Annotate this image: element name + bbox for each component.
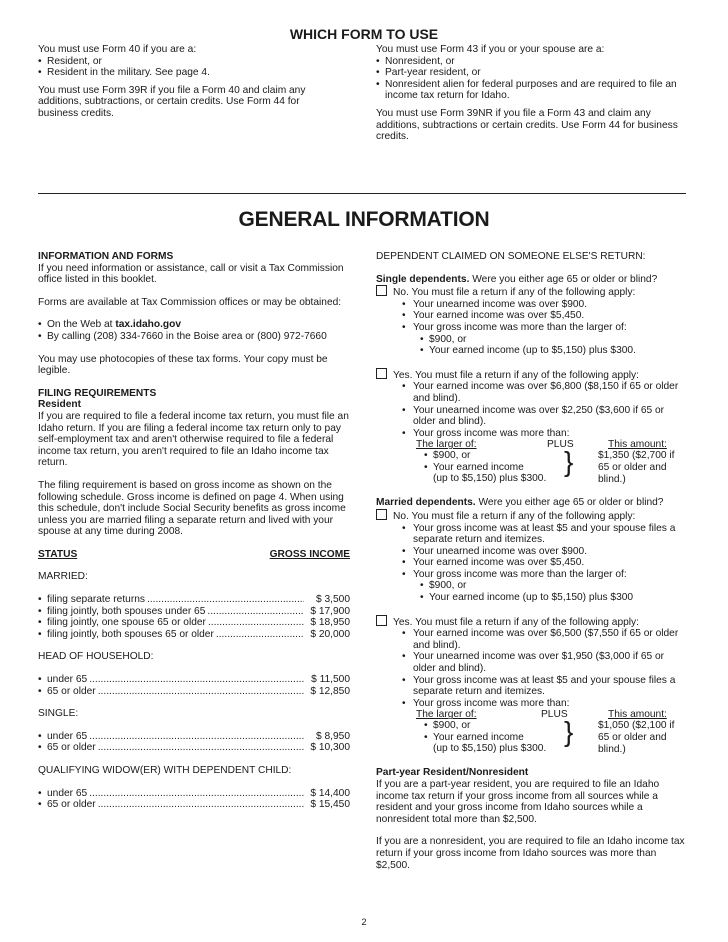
list-item: • Your earned income (up to $5,150) plus $300 xyxy=(420,592,688,604)
single-yes-checkbox[interactable] xyxy=(376,368,387,379)
list-item: • Part-year resident, or xyxy=(376,67,678,79)
single-rows xyxy=(38,731,350,754)
form40-list xyxy=(38,56,338,79)
hoh-label: HEAD OF HOUSEHOLD: xyxy=(38,651,154,663)
table-row: • filing separate returns ..... $ 3,500 xyxy=(38,594,350,606)
obtain-list xyxy=(38,319,350,342)
list-item: • Your earned income was over $6,500 ($7,550 if 65 or older and blind). xyxy=(402,628,688,651)
married-label: MARRIED: xyxy=(38,571,88,583)
list-item: • $900, or xyxy=(424,720,564,732)
plus-label: PLUS xyxy=(547,439,574,451)
list-item: • Your unearned income was over $2,250 ($3,600 if 65 or older and blind). xyxy=(402,405,688,428)
filing-req-heading: FILING REQUIREMENTS xyxy=(38,387,157,399)
form43-list xyxy=(376,56,678,102)
which-form-right-column xyxy=(376,44,678,143)
married-no-sublist xyxy=(420,580,688,603)
married-no-checkbox[interactable] xyxy=(376,509,387,520)
list-item: • Your unearned income was over $900. xyxy=(402,546,688,558)
this-amount-label: This amount: xyxy=(608,439,667,451)
table-row: • under 65 ..... $ 14,400 xyxy=(38,788,350,800)
qualifying-widow-label: QUALIFYING WIDOW(ER) WITH DEPENDENT CHILD: xyxy=(38,765,292,776)
hoh-rows xyxy=(38,674,350,697)
page-number: 2 xyxy=(361,917,367,927)
list-item: • Your gross income was more than the larger of: xyxy=(402,322,688,334)
list-item: • Your gross income was more than the larger of: xyxy=(402,569,688,581)
list-item: • Your unearned income was over $900. xyxy=(402,299,688,311)
section-divider xyxy=(38,193,686,194)
list-item: • Your earned income was over $5,450. xyxy=(402,310,688,322)
form43-intro: You must use Form 43 if you or your spouse are a: xyxy=(376,44,605,55)
part-year-heading: Part-year Resident/Nonresident xyxy=(376,767,529,779)
table-row: • filing jointly, both spouses 65 or older ..... $ 20,000 xyxy=(38,629,350,641)
list-item: • Your gross income was at least $5 and your spouse files a separate return and itemizes. xyxy=(402,523,688,546)
table-row: • under 65 ..... $ 11,500 xyxy=(38,674,350,686)
gross-income-column-label: GROSS INCOME xyxy=(269,548,350,560)
web-link[interactable]: tax.idaho.gov xyxy=(115,319,182,331)
single-yes-option: Yes. You must file a return if any of the following apply: xyxy=(376,368,688,382)
resident-heading: Resident xyxy=(38,399,82,411)
web-prefix: On the Web at xyxy=(47,319,116,331)
married-dependents-question: Married dependents. Were you either age 65 or older or blind? xyxy=(376,497,664,509)
single-comparison-block xyxy=(376,439,688,486)
earned-income-cap: (up to $5,150) plus $300. xyxy=(433,743,547,755)
married-yes-list xyxy=(402,628,688,709)
table-row: • under 65 ..... $ 8,950 xyxy=(38,731,350,743)
photocopy-paragraph: You may use photocopies of these tax forms. Your copy must be legible. xyxy=(38,353,328,377)
single-no-list xyxy=(402,299,688,334)
list-item: • Resident, or xyxy=(38,56,338,68)
single-dependents-question: Single dependents. Were you either age 65 or older or blind? xyxy=(376,273,658,285)
general-info-title: GENERAL INFORMATION xyxy=(238,208,490,231)
table-row: • 65 or older ..... $ 12,850 xyxy=(38,686,350,698)
list-item: • Your earned income was over $5,450. xyxy=(402,557,688,569)
list-item xyxy=(38,319,350,331)
larger-of-label: The larger of: xyxy=(416,709,477,721)
list-item: • $900, or xyxy=(420,580,688,592)
schedule-paragraph: The filing requirement is based on gross income as shown on the following schedule. Gross income is defined on page 4. When using this schedule, don't include Social Security benefits as gross income unless you are married filing a separate return and lived with your spouse at any time during 2008. xyxy=(38,479,346,538)
qualifying-widow-rows xyxy=(38,788,350,811)
part-year-paragraph: If you are a part-year resident, you are required to file an Idaho income tax return if your gross income from all sources while a resident and your gross income from Idaho sources while a nonresident total more than $2,500. xyxy=(376,779,660,825)
which-form-title: WHICH FORM TO USE xyxy=(289,26,439,42)
list-item: • Your gross income was more than: xyxy=(402,698,688,710)
table-row: • filing jointly, both spouses under 65 ..... $ 17,900 xyxy=(38,606,350,618)
list-item: • Your gross income was at least $5 and your spouse files a separate return and itemizes. xyxy=(402,675,688,698)
schedule-header xyxy=(38,549,350,561)
brace-glyph: } xyxy=(564,716,574,748)
info-forms-heading: INFORMATION AND FORMS xyxy=(38,251,174,262)
list-item: • Nonresident alien for federal purposes and are required to file an income tax return for Idaho. xyxy=(376,79,678,102)
married-no-option: No. You must file a return if any of the following apply: xyxy=(376,509,688,523)
which-form-left-column xyxy=(38,44,338,120)
married-threshold-amount: $1,050 ($2,100 if 65 or older and blind.) xyxy=(598,720,675,755)
single-threshold-amount: $1,350 ($2,700 if 65 or older and blind.) xyxy=(598,450,675,485)
form39r-paragraph: You must use Form 39R if you file a Form 40 and claim any additions, subtractions, or certain credits. Use Form 44 for business credits. xyxy=(38,84,306,119)
list-item: • $900, or xyxy=(420,334,688,346)
single-no-checkbox[interactable] xyxy=(376,285,387,296)
single-no-sublist xyxy=(420,334,688,357)
married-no-list xyxy=(402,523,688,581)
resident-paragraph: If you are required to file a federal income tax return, you must file an Idaho return. If you are filing a federal income tax return only to pay self-employment tax and aren't otherwise required to file a federal income tax return, you aren't required to file an Idaho income tax return. xyxy=(38,410,349,469)
larger-of-label: The larger of: xyxy=(416,439,477,451)
list-item: • Your unearned income was over $1,950 ($3,000 if 65 or older and blind). xyxy=(402,651,688,674)
list-item: • Your gross income was more than: xyxy=(402,428,688,440)
dependent-heading: DEPENDENT CLAIMED ON SOMEONE ELSE'S RETURN: xyxy=(376,251,646,262)
single-yes-list xyxy=(402,381,688,439)
form39nr-paragraph: You must use Form 39NR if you file a Form 43 and claim any additions, subtractions or certain credits. Use Form 44 for business credits. xyxy=(376,107,678,143)
single-label: SINGLE: xyxy=(38,708,79,720)
general-left-column xyxy=(38,251,350,811)
table-row: • 65 or older ..... $ 10,300 xyxy=(38,742,350,754)
list-item: • Your earned income xyxy=(424,462,564,474)
married-yes-option: Yes. You must file a return if any of the following apply: xyxy=(376,615,688,629)
list-item: • By calling (208) 334-7660 in the Boise area or (800) 972-7660 xyxy=(38,331,350,343)
earned-income-cap: (up to $5,150) plus $300. xyxy=(433,473,547,485)
list-item: • Your earned income xyxy=(424,732,564,744)
single-no-option: No. You must file a return if any of the following apply: xyxy=(376,285,688,299)
married-rows xyxy=(38,594,350,640)
married-comparison-block xyxy=(376,709,688,756)
table-row: • filing jointly, one spouse 65 or older ..... $ 18,950 xyxy=(38,617,350,629)
status-column-label: STATUS xyxy=(38,548,78,560)
plus-label: PLUS xyxy=(541,709,568,721)
larger-of-options xyxy=(424,450,564,473)
brace-glyph: } xyxy=(564,446,574,478)
married-yes-checkbox[interactable] xyxy=(376,615,387,626)
nonresident-paragraph: If you are a nonresident, you are required to file an Idaho income tax return if your gross income from Idaho sources was more than $2,500. xyxy=(376,836,685,871)
table-row: • 65 or older ..... $ 15,450 xyxy=(38,799,350,811)
this-amount-label: This amount: xyxy=(608,709,667,721)
list-item: • Resident in the military. See page 4. xyxy=(38,67,338,79)
larger-of-options xyxy=(424,720,564,743)
list-item: • $900, or xyxy=(424,450,564,462)
list-item: • Your earned income was over $6,800 ($8,150 if 65 or older and blind). xyxy=(402,381,688,404)
info-paragraph: If you need information or assistance, call or visit a Tax Commission office listed in this booklet. xyxy=(38,262,344,286)
form40-intro: You must use Form 40 if you are a: xyxy=(38,44,197,55)
forms-available-paragraph: Forms are available at Tax Commission offices or may be obtained: xyxy=(38,296,342,308)
general-right-column xyxy=(376,251,688,871)
list-item: • Your earned income (up to $5,150) plus $300. xyxy=(420,345,688,357)
list-item: • Nonresident, or xyxy=(376,56,678,68)
